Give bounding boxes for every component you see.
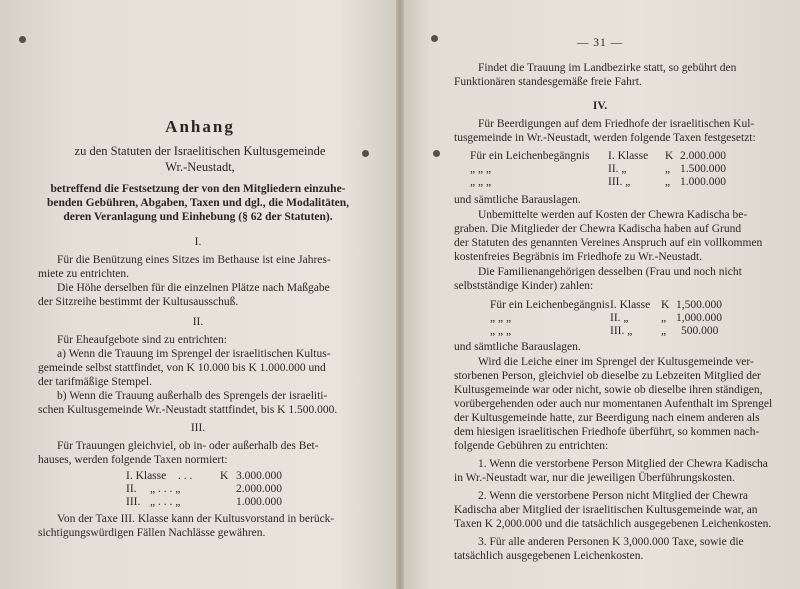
fee-class: II. „	[608, 163, 627, 175]
fee-class: III. „	[608, 176, 631, 188]
fee-class: I. Klasse	[610, 299, 651, 311]
fee-label: „ „ „	[470, 163, 492, 175]
paragraph-line: Taxen K 2,000.000 und die tatsächlich ausgegebenen Leichenkosten.	[454, 518, 772, 530]
section-heading: III.	[190, 422, 206, 434]
fee-amount: 1,500.000	[676, 299, 722, 311]
paragraph-line: in Wr.-Neustadt war, nur die jeweiligen Überführungskosten.	[454, 472, 735, 484]
fee-class: II.	[126, 483, 137, 495]
paragraph-line: schen Kultusgemeinde Wr.-Neustadt stattfindet, bis K 1.500.000.	[38, 404, 338, 416]
fee-currency: „	[665, 163, 671, 175]
fee-class: I. Klasse	[608, 150, 649, 162]
staple-hole-icon	[433, 150, 440, 157]
document-subtitle: zu den Statuten der Israelitischen Kultusgemeinde	[74, 144, 326, 158]
paragraph-line: Für Eheaufgebote sind zu entrichten:	[57, 334, 227, 346]
paragraph-line: der tarifmäßige Stempel.	[38, 376, 153, 388]
intro-line: betreffend die Festsetzung der von den Mitgliedern einzuhe-	[50, 183, 346, 195]
section-heading: II.	[192, 316, 204, 328]
fee-amount: 500.000	[681, 325, 719, 337]
paragraph-line: Für die Benützung eines Sitzes im Bethause ist eine Jahres-	[57, 254, 331, 266]
staple-hole-icon	[362, 150, 369, 157]
paragraph-line: selbstständige Kinder) zahlen:	[454, 280, 594, 292]
paragraph-line: a) Wenn die Trauung im Sprengel der israelitischen Kultus-	[57, 348, 331, 360]
paragraph-line: Wird die Leiche einer im Sprengel der Kultusgemeinde ver-	[478, 356, 754, 368]
paragraph-line: Funktionären standesgemäße freie Fahrt.	[454, 76, 642, 88]
paragraph-line: Findet die Trauung im Landbezirke statt, so gebührt den	[478, 62, 737, 74]
paragraph-line: 1. Wenn die verstorbene Person Mitglied der Chewra Kadischa	[478, 458, 768, 470]
paragraph-line: b) Wenn die Trauung außerhalb des Sprengels der israeliti-	[57, 390, 328, 402]
paragraph-line: 3. Für alle anderen Personen K 3,000.000 Taxe, sowie die	[478, 536, 744, 548]
paragraph-line: Unbemittelte werden auf Kosten der Chewra Kadischa be-	[478, 209, 748, 221]
paragraph-line: dem hiesigen israelitischen Friedhofe überführt, so kommen nach-	[454, 426, 760, 438]
section-heading: IV.	[592, 100, 608, 112]
fee-label: „ „ „	[470, 176, 492, 188]
paragraph-line: kostenfreies Begräbnis im Friedhofe zu Wr.-Neustadt.	[454, 251, 703, 263]
fee-class: I. Klasse	[126, 470, 167, 482]
fee-currency: „	[661, 312, 667, 324]
staple-hole-icon	[431, 35, 438, 42]
paragraph-line: Für Beerdigungen auf dem Friedhofe der israelitischen Kul-	[478, 118, 755, 130]
fee-amount: 1.000.000	[680, 176, 726, 188]
paragraph-line: folgende Gebühren zu entrichten:	[454, 440, 609, 452]
intro-line: deren Veranlagung und Einhebung (§ 62 der Statuten).	[63, 211, 333, 223]
book-gutter	[396, 0, 404, 589]
paragraph-line: der Kultusgemeinde hatte, zur Beerdigung nach einem anderen als	[454, 412, 760, 424]
paragraph-line: tatsächlich ausgegebenen Leichenkosten.	[454, 550, 644, 562]
fee-dots: „ . . . „	[150, 496, 181, 508]
fee-label: „ „ „	[490, 312, 512, 324]
fee-class: III. „	[610, 325, 633, 337]
fee-amount: 3.000.000	[236, 470, 282, 482]
fee-amount: 1,000.000	[676, 312, 722, 324]
paragraph-line: tusgemeinde in Wr.-Neustadt, werden folgende Taxen festgesetzt:	[454, 132, 756, 144]
fee-currency: K	[665, 150, 674, 162]
fee-currency: „	[661, 325, 667, 337]
fee-currency: „	[665, 176, 671, 188]
paragraph-line: sichtigungswürdigen Fällen Nachlässe gewähren.	[38, 527, 266, 539]
paragraph-line: Die Familienangehörigen desselben (Frau und noch nicht	[478, 266, 742, 278]
fee-dots: „ . . . „	[150, 483, 181, 495]
fee-class: III.	[126, 496, 141, 508]
staple-hole-icon	[19, 36, 26, 43]
fee-class: II. „	[610, 312, 629, 324]
paragraph-line: und sämtliche Barauslagen.	[454, 194, 581, 206]
paragraph-line: Kadischa aber Mitglied der israelitischen Kultusgemeinde war, an	[454, 504, 758, 516]
fee-amount: 1.500.000	[680, 163, 726, 175]
document-subtitle-place: Wr.-Neustadt,	[165, 160, 235, 174]
paragraph-line: Kultusgemeinde war oder nicht, sowie ob dieselbe ihren ständigen,	[454, 384, 763, 396]
fee-label: Für ein Leichenbegängnis	[490, 299, 610, 311]
page-number: — 31 —	[576, 37, 624, 49]
fee-label: „ „ „	[490, 325, 512, 337]
section-heading: I.	[194, 236, 202, 248]
paragraph-line: Von der Taxe III. Klasse kann der Kultusvorstand in berück-	[57, 513, 335, 525]
fee-currency: K	[661, 299, 670, 311]
paragraph-line: hauses, werden folgende Taxen normiert:	[38, 454, 228, 466]
paragraph-line: Die Höhe derselben für die einzelnen Plätze nach Maßgabe	[57, 282, 330, 294]
paragraph-line: der Statuten des genannten Vereines Anspruch auf ein vollkommen	[454, 237, 763, 249]
fee-currency: K	[220, 470, 229, 482]
paragraph-line: gemeinde selbst stattfindet, von K 10.000 bis K 1.000.000 und	[38, 362, 326, 374]
paragraph-line: der Sitzreihe bestimmt der Kultusausschuß.	[38, 296, 239, 308]
paragraph-line: vorübergehenden oder auch nur momentanen Aufenthalt im Sprengel	[454, 398, 773, 410]
paragraph-line: miete zu entrichten.	[38, 268, 130, 280]
paragraph-line: Für Trauungen gleichviel, ob in- oder außerhalb des Bet-	[57, 440, 319, 452]
paragraph-line: graben. Die Mitglieder der Chewra Kadischa haben auf Grund	[454, 223, 742, 235]
paragraph-line: 2. Wenn die verstorbene Person nicht Mitglied der Chewra	[478, 490, 749, 502]
document-title: Anhang	[165, 117, 235, 136]
paragraph-line: und sämtliche Barauslagen.	[454, 341, 581, 353]
fee-dots: . . .	[178, 470, 193, 482]
fee-amount: 2.000.000	[236, 483, 282, 495]
fee-amount: 1.000.000	[236, 496, 282, 508]
fee-amount: 2.000.000	[680, 150, 726, 162]
fee-label: Für ein Leichenbegängnis	[470, 150, 590, 162]
intro-line: benden Gebühren, Abgaben, Taxen und dgl., die Modalitäten,	[46, 197, 350, 209]
paragraph-line: storbenen Person, gleichviel ob dieselbe zu Lebzeiten Mitglied der	[454, 370, 761, 382]
